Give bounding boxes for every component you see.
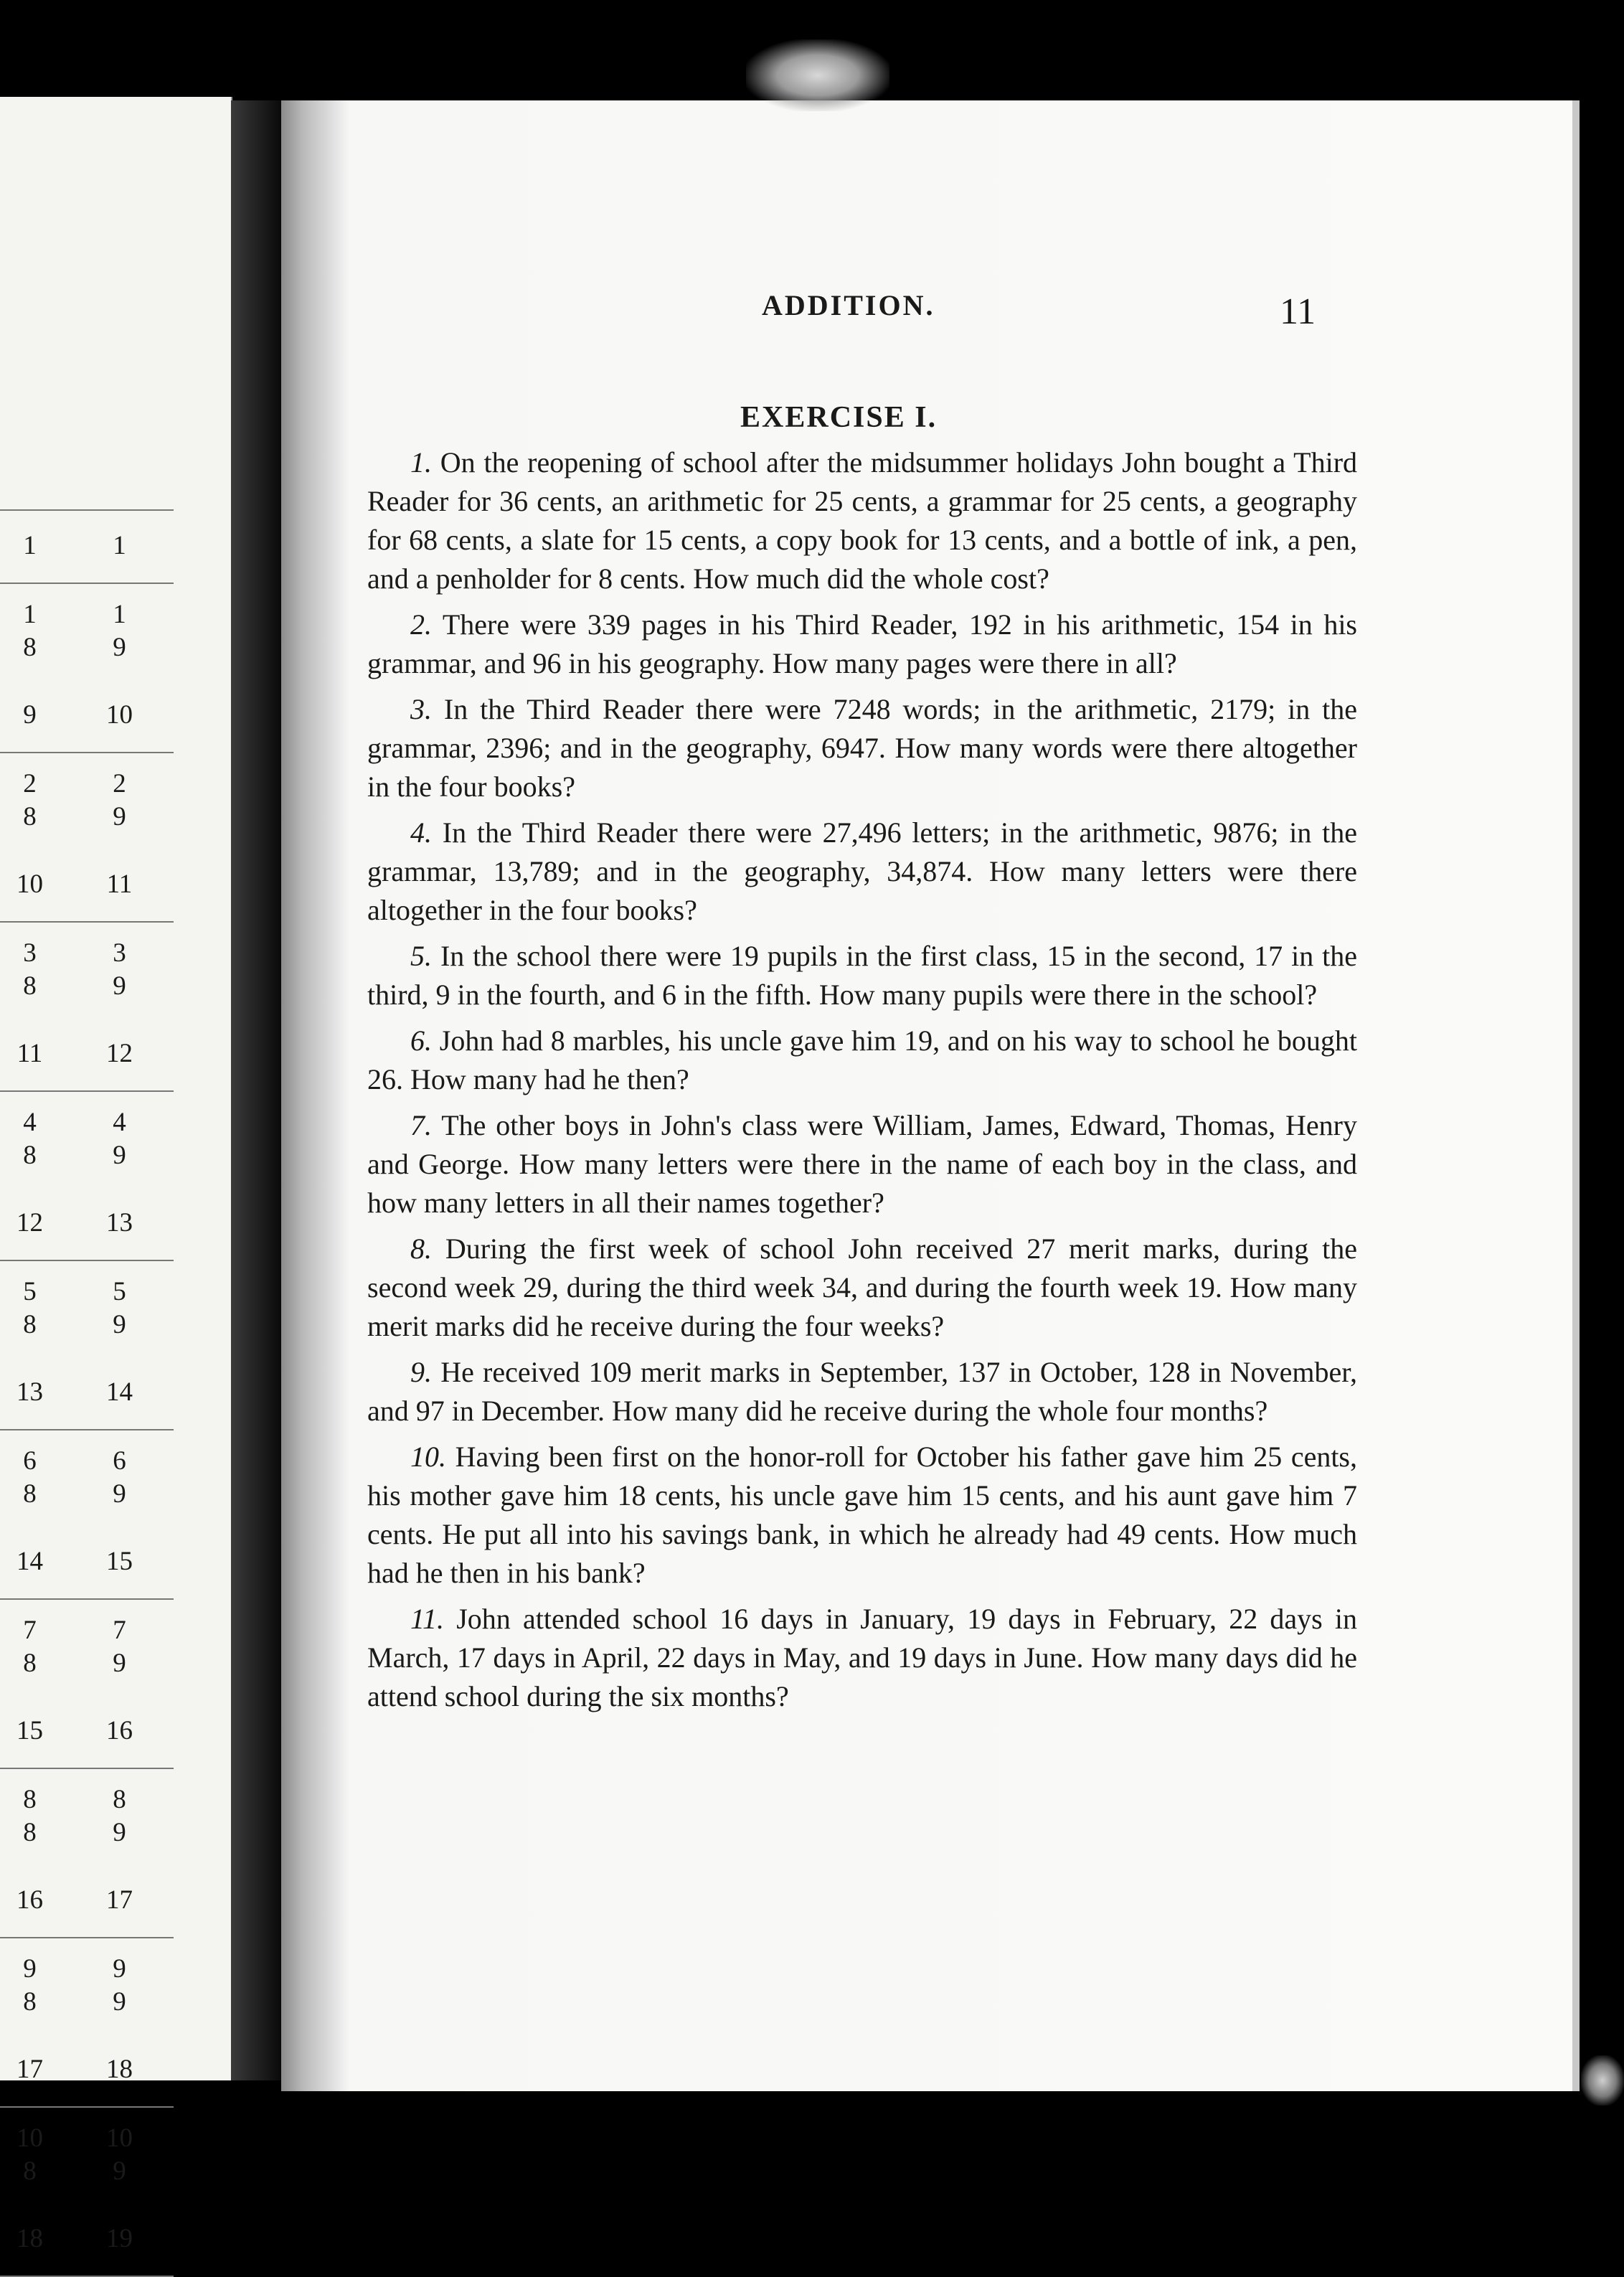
table-row [0,1139,174,1172]
table-row [0,1614,174,1647]
problem-text: On the reopening of school after the midsummer holidays John bought a Third Reader for 36 cents, an arithmetic for 25 cents, a grammar for 25 cents, a geography for 68 cents, a slate for 15 cents, a copy book for 13 cents, and a bottle of ink, a pen, and a penholder for 8 cents. How much did the whole cost? [367,446,1358,595]
page-number: 11 [1280,291,1316,332]
problem-text: He received 109 merit marks in September, 137 in October, 128 in November, and 97 in December. How many did he receive during the whole four months? [367,1356,1358,1427]
problem-number: 5. [410,940,432,972]
table-cell: 12 [16,1208,43,1238]
table-cell: 10 [16,869,43,899]
addend-group [0,1261,174,1357]
left-facing-page [0,97,232,2253]
problem-text: In the Third Reader there were 7248 words; in the arithmetic, 2179; in the grammar, 2396; and in the geography, 6947. How many words were there altogether in the four books? [367,693,1358,803]
problem-number: 6. [410,1024,432,1057]
book-page [281,100,1580,2091]
addend-group [0,1600,174,1696]
problem-number: 8. [410,1232,432,1265]
exercise-title: EXERCISE I. [740,401,938,434]
problem-text: There were 339 pages in his Third Reader, 192 in his arithmetic, 154 in his grammar, and 96 in his geography. How many pages were there in all? [367,608,1357,679]
table-cell: 18 [106,2055,133,2084]
table-cell: 13 [16,1377,43,1407]
problem-9 [367,1353,1357,1430]
table-cell: 15 [16,1716,43,1745]
table-row [0,1816,174,1849]
table-row [0,2222,174,2255]
table-row [0,937,174,970]
table-cell: 11 [106,869,133,899]
table-row [0,1037,174,1070]
problem-number: 7. [410,1109,432,1141]
table-row [0,1478,174,1511]
sum-row [0,1019,174,1090]
problem-text: During the first week of school John received 27 merit marks, during the second week 29, during the third week 34, and during the fourth week 19. How many merit marks did he receive during the four weeks? [367,1232,1357,1342]
table-cell: 8 [23,2156,37,2186]
table-row [0,1207,174,1240]
table-cell: 1 [23,531,37,560]
sum-row [0,680,174,752]
table-row [0,529,174,562]
sum-row [0,1865,174,1937]
table-row [0,970,174,1003]
table-cell: 9 [113,1310,126,1339]
sum-row [0,511,174,583]
table-cell: 8 [23,1987,37,2017]
problem-7 [367,1106,1357,1222]
table-row [0,1783,174,1816]
sum-row [0,2035,174,2106]
table-cell: 9 [113,1954,126,1984]
table-cell: 5 [23,1277,37,1306]
problem-text: In the school there were 19 pupils in the first class, 15 in the second, 17 in the third, 9 in the fourth, and 6 in the fifth. How many pupils were there in the school? [367,940,1358,1011]
table-row [0,1309,174,1342]
table-cell: 8 [23,1479,37,1509]
table-row [0,2155,174,2188]
table-cell: 9 [113,1818,126,1847]
table-cell: 9 [113,1141,126,1170]
table-row [0,1106,174,1139]
table-cell: 7 [113,1616,126,1645]
addend-group [0,1769,174,1865]
problem-text: The other boys in John's class were William, James, Edward, Thomas, Henry and George. How many letters were there in the name of each boy in the class, and how many letters in all their names together? [367,1109,1357,1219]
table-row [0,2053,174,2086]
problem-number: 1. [410,446,432,478]
table-row [0,598,174,631]
table-cell: 3 [113,938,126,968]
table-cell: 8 [23,971,37,1001]
problem-10 [367,1438,1357,1593]
table-row [0,801,174,834]
table-cell: 8 [23,633,37,662]
running-head: ADDITION. [762,289,935,321]
table-cell: 4 [113,1108,126,1137]
table-row [0,1884,174,1917]
table-cell: 11 [16,1039,43,1068]
table-cell: 6 [23,1446,37,1476]
table-cell: 2 [113,769,126,798]
problem-2 [367,605,1357,683]
table-cell: 9 [113,802,126,831]
sum-row [0,1357,174,1429]
problem-text: John attended school 16 days in January, 19 days in February, 22 days in March, 17 days in April, 22 days in May, and 19 days in June. How many days did he attend school during the six months? [367,1603,1357,1712]
table-cell: 1 [113,600,126,629]
table-cell: 9 [113,1479,126,1509]
table-cell: 9 [113,633,126,662]
sum-row [0,2204,174,2276]
problem-6 [367,1022,1357,1099]
problem-1 [367,443,1357,598]
addend-group [0,1938,174,2035]
problem-11 [367,1600,1357,1716]
table-cell: 9 [23,1954,37,1984]
table-cell: 15 [106,1547,133,1576]
problem-number: 3. [410,693,432,725]
problem-5 [367,937,1357,1014]
table-cell: 10 [16,2123,43,2153]
problem-number: 2. [410,608,432,641]
table-cell: 8 [23,1141,37,1170]
table-cell: 16 [16,1885,43,1915]
table-cell: 14 [106,1377,133,1407]
addend-group [0,923,174,1019]
table-cell: 4 [23,1108,37,1137]
table-cell: 14 [16,1547,43,1576]
table-row [0,868,174,901]
table-cell: 2 [23,769,37,798]
paper-speck [1581,2055,1624,2106]
table-row [0,1647,174,1680]
table-cell: 16 [106,1716,133,1745]
table-cell: 17 [106,1885,133,1915]
table-cell: 12 [106,1039,133,1068]
problem-number: 11. [410,1603,445,1635]
sum-row [0,1188,174,1260]
problem-3 [367,690,1357,806]
paper-smudge [746,39,889,111]
table-cell: 10 [106,2123,133,2153]
table-cell: 7 [23,1616,37,1645]
table-cell: 18 [16,2224,43,2253]
table-cell: 5 [113,1277,126,1306]
table-row [0,1953,174,1986]
table-row [0,699,174,732]
table-cell: 8 [23,802,37,831]
addend-group [0,2108,174,2204]
problem-list [367,443,1357,1723]
table-row [0,1445,174,1478]
table-cell: 8 [23,1649,37,1678]
table-cell: 9 [113,1649,126,1678]
problem-8 [367,1230,1357,1346]
table-cell: 10 [106,700,133,730]
sum-row [0,1527,174,1598]
table-cell: 9 [113,971,126,1001]
sum-row [0,849,174,921]
table-cell: 13 [106,1208,133,1238]
table-cell: 17 [16,2055,43,2084]
table-row [0,1986,174,2019]
problem-number: 9. [410,1356,432,1388]
table-cell: 8 [23,1785,37,1814]
table-cell: 9 [113,2156,126,2186]
problem-text: John had 8 marbles, his uncle gave him 19, and on his way to school he bought 26. How many had he then? [367,1024,1357,1095]
problem-4 [367,814,1357,930]
table-cell: 8 [23,1818,37,1847]
addend-group [0,584,174,680]
table-row [0,1276,174,1309]
table-row [0,1376,174,1409]
sum-row [0,1696,174,1768]
book-gutter [231,100,281,2080]
table-cell: 6 [113,1446,126,1476]
problem-text: In the Third Reader there were 27,496 letters; in the arithmetic, 9876; in the grammar, 13,789; and in the geography, 34,874. How many letters were there altogether in the four books? [367,816,1357,926]
problem-number: 10. [410,1441,446,1473]
addend-group [0,1092,174,1188]
table-cell: 8 [113,1785,126,1814]
addend-group [0,753,174,849]
problem-text: Having been first on the honor-roll for October his father gave him 25 cents, his mother gave him 18 cents, his uncle gave him 15 cents, and his aunt gave him 7 cents. He put all into his savings bank, in which he already had 49 cents. How much had he then in his bank? [367,1441,1358,1589]
table-row [0,2122,174,2155]
table-row [0,1715,174,1748]
table-row [0,631,174,664]
table-row [0,1545,174,1578]
addend-group [0,1430,174,1527]
table-cell: 9 [113,1987,126,2017]
table-cell: 3 [23,938,37,968]
problem-number: 4. [410,816,432,849]
addition-table-fragment [0,509,174,2277]
table-cell: 9 [23,700,37,730]
table-cell: 1 [113,531,126,560]
table-row [0,768,174,801]
table-cell: 1 [23,600,37,629]
table-cell: 19 [106,2224,133,2253]
table-cell: 8 [23,1310,37,1339]
